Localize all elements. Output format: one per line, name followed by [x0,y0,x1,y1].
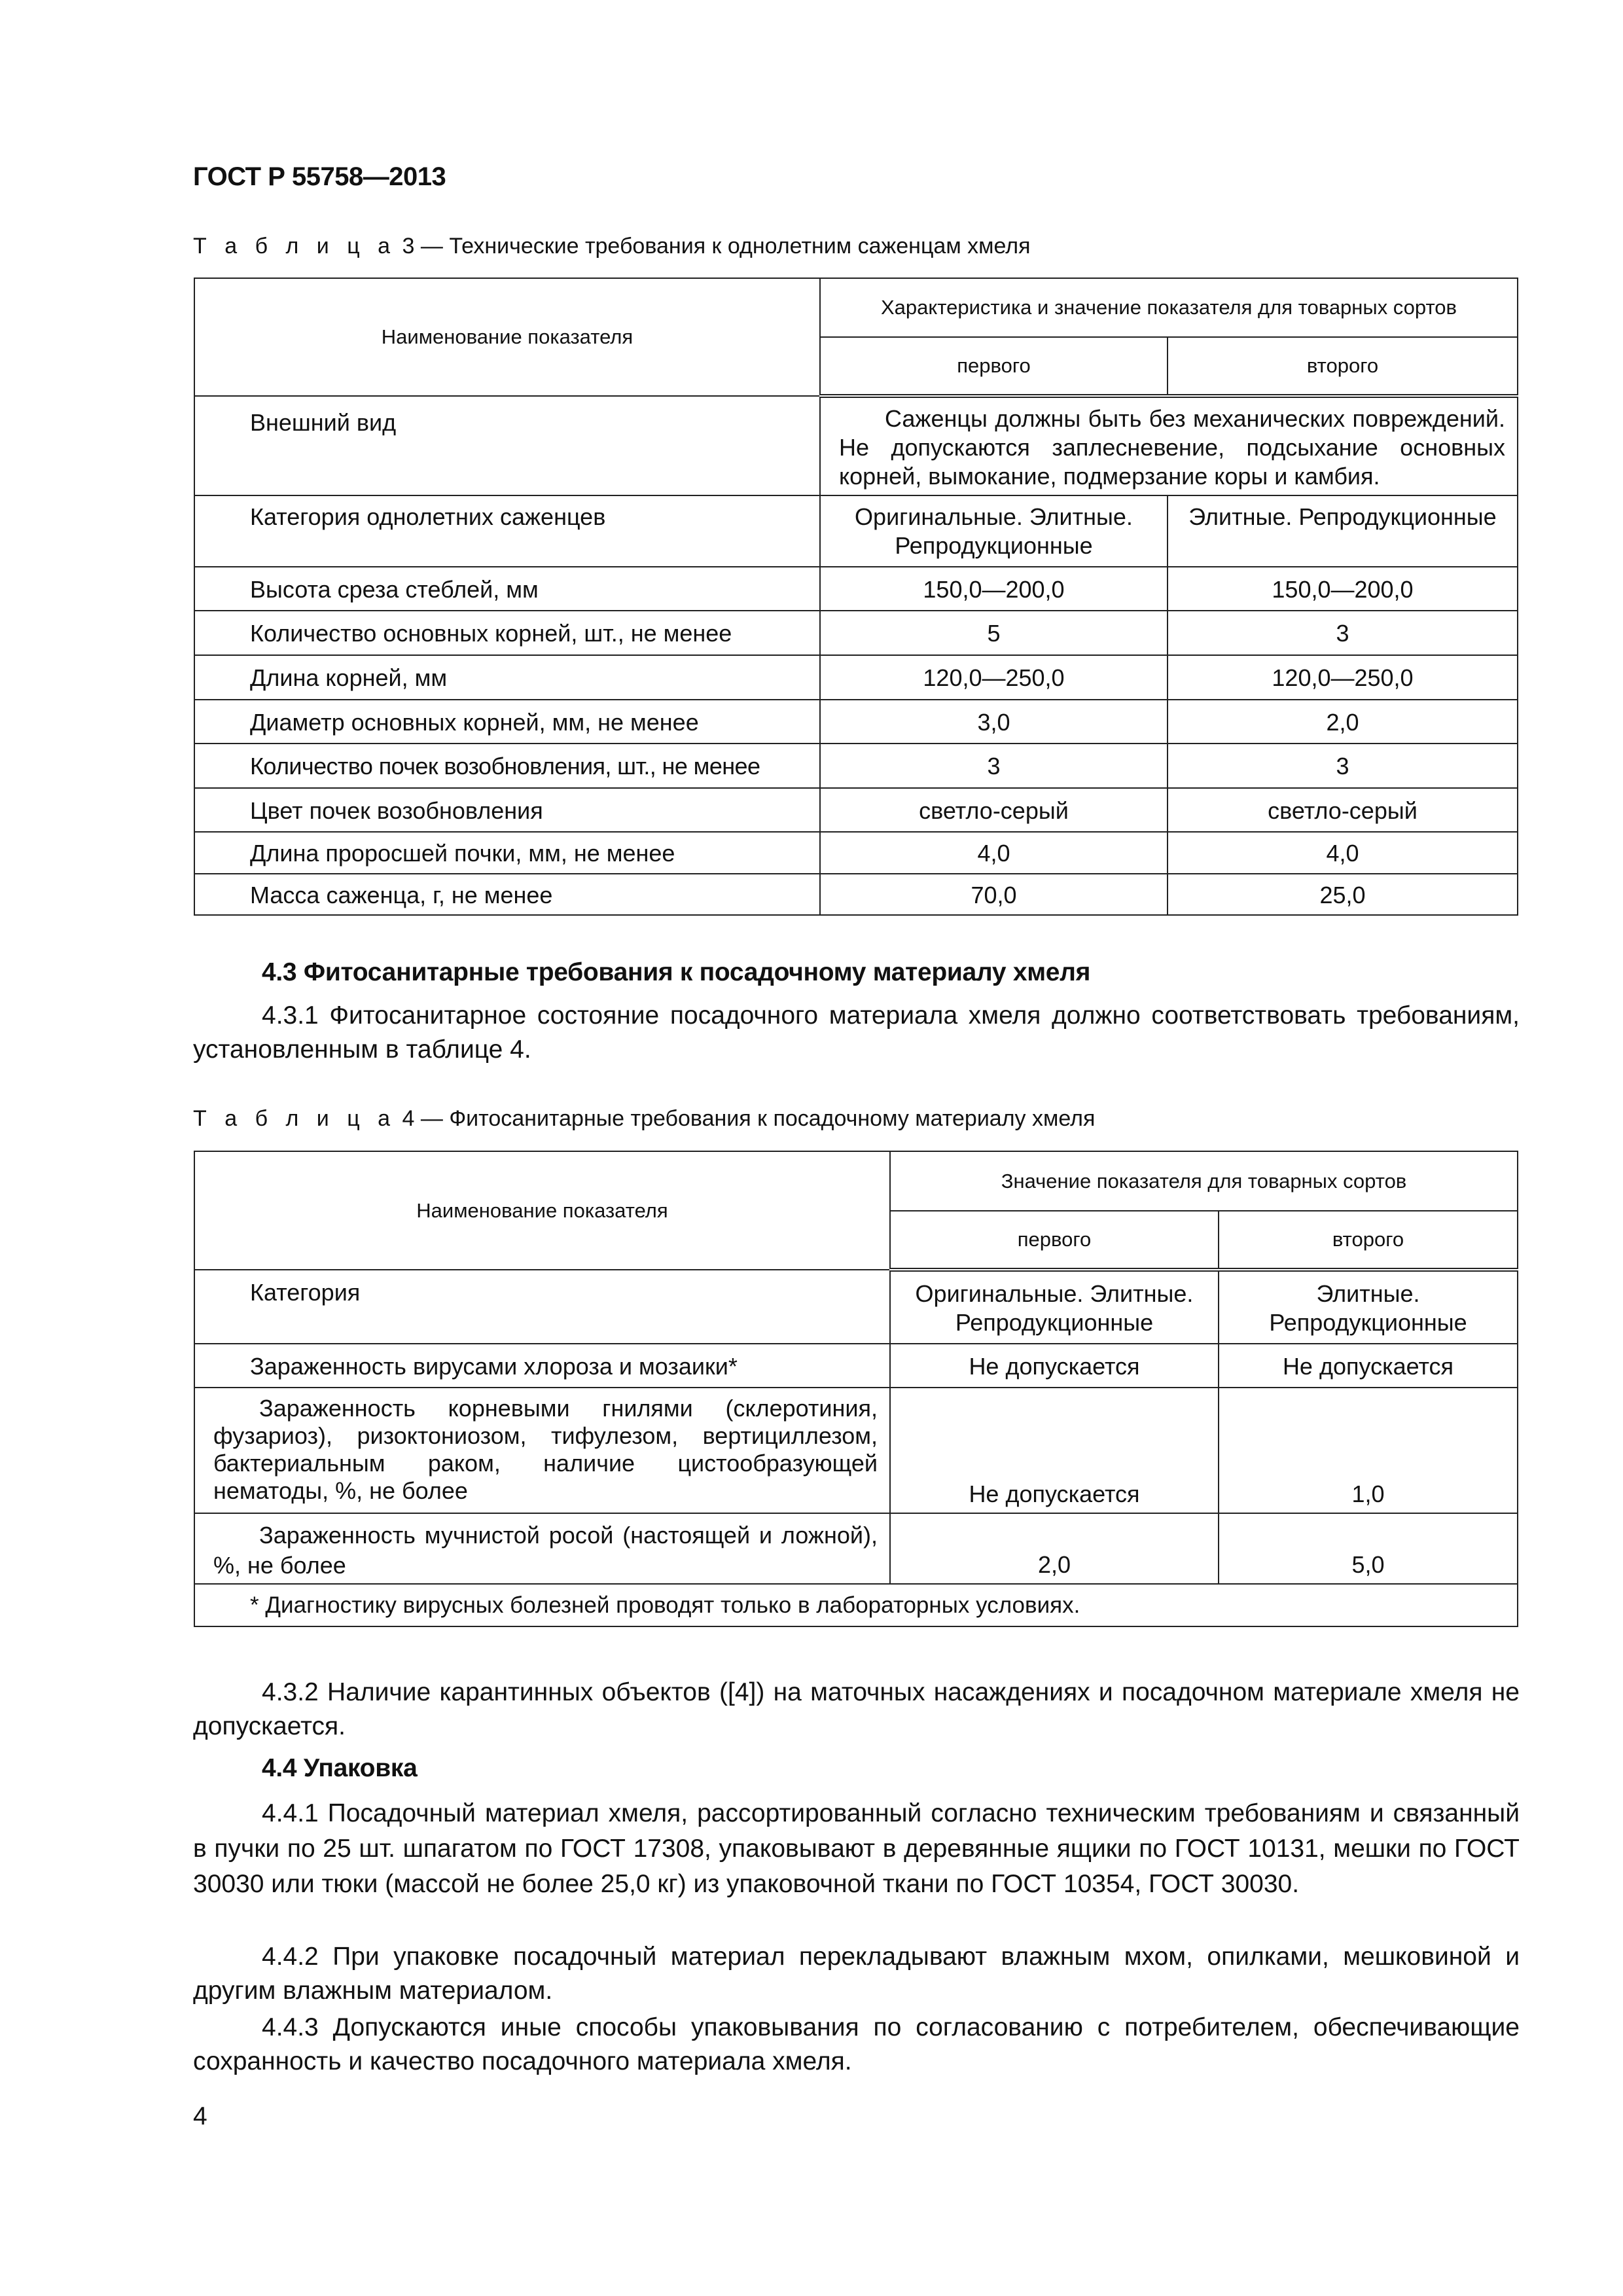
table4-caption [193,1106,1095,1132]
paragraph-4-3-2: 4.3.2 Наличие карантинных объектов ([4]) на маточных насаждениях и посадочном материале хмеля не допускается. [193,1678,1520,1740]
row-first: Оригинальные. Элитные. Репродукционные [820,495,1168,567]
row-second: 150,0—200,0 [1168,567,1518,611]
row-second: 1,0 [1219,1388,1518,1513]
row-name: Высота среза стеблей, мм [194,567,820,611]
row-first: Оригинальные. Элитные. Репродукционные [890,1270,1219,1344]
paragraph-4-4-2: 4.4.2 При упаковке посадочный материал перекладывают влажным мхом, опилками, мешковиной и другим влажным материалом. [193,1943,1520,2005]
row-first: светло-серый [820,788,1168,832]
row-value: Саженцы должны быть без механических повреждений. Не допускаются заплесневение, подсыхание основных корней, вымокание, подмерзание коры и камбия. [820,396,1518,495]
table-row [194,495,1518,567]
row-second: 2,0 [1168,700,1518,744]
table4-header-group: Значение показателя для товарных сортов [890,1151,1518,1211]
row-name: Цвет почек возобновления [194,788,820,832]
row-first: 70,0 [820,874,1168,915]
table4-caption-number: 4 [402,1106,415,1131]
table3-caption-prefix: Т а б л и ц а [193,234,397,259]
table4-header-second: второго [1219,1211,1518,1270]
table3-header-group: Характеристика и значение показателя для товарных сортов [820,278,1518,337]
row-first: 3,0 [820,700,1168,744]
row-name: Зараженность корневыми гнилями (склеротиния, фузариоз), ризоктониозом, тифулезом, вертициллезом, бактериальным раком, наличие цистообразующей нематоды, %, не более [194,1388,890,1513]
table-row [194,1513,1518,1584]
table3-header-second: второго [1168,337,1518,396]
row-second: 120,0—250,0 [1168,655,1518,700]
row-second: 25,0 [1168,874,1518,915]
table-row [194,1388,1518,1513]
row-second: 5,0 [1219,1513,1518,1584]
row-name: Внешний вид [194,396,820,495]
row-second: Не допускается [1219,1344,1518,1388]
row-name: Масса саженца, г, не менее [194,874,820,915]
table-row [194,874,1518,915]
row-name: Количество почек возобновления, шт., не менее [194,744,820,788]
table3-header-first: первого [820,337,1168,396]
paragraph-4-4-1: 4.4.1 Посадочный материал хмеля, рассортированный согласно техническим требованиям и связанный в пучки по 25 шт. шпагатом по ГОСТ 17308, упаковывают в деревянные ящики по ГОСТ 10131, мешки по ГОСТ 30030 или тюки (массой не более 25,0 кг) из упаковочной ткани по ГОСТ 10354, ГОСТ 30030. [193,1799,1520,1898]
table3-caption-number: 3 [402,234,415,259]
row-name: Категория однолетних саженцев [194,495,820,567]
table4-header-name: Наименование показателя [194,1151,890,1270]
table4-header-first: первого [890,1211,1219,1270]
table-row [194,611,1518,655]
table-row [194,832,1518,874]
table-row [194,788,1518,832]
table4-caption-prefix: Т а б л и ц а [193,1106,397,1131]
row-second: 3 [1168,611,1518,655]
row-first: 5 [820,611,1168,655]
row-first: 2,0 [890,1513,1219,1584]
row-second: Элитные. Репродукционные [1168,495,1518,567]
document-id: ГОСТ Р 55758—2013 [193,162,446,191]
row-second: 4,0 [1168,832,1518,874]
table-row [194,1270,1518,1344]
table4-caption-text: — Фитосанитарные требования к посадочному материалу хмеля [414,1106,1096,1131]
table3-header-name: Наименование показателя [194,278,820,396]
row-second: 3 [1168,744,1518,788]
table-footnote-row [194,1584,1518,1626]
row-first: Не допускается [890,1388,1219,1513]
row-second: светло-серый [1168,788,1518,832]
row-first: Не допускается [890,1344,1219,1388]
row-first: 4,0 [820,832,1168,874]
row-first: 150,0—200,0 [820,567,1168,611]
table3-caption [193,234,1031,259]
table4 [194,1151,1518,1627]
table-row [194,567,1518,611]
table3-caption-text: — Технические требования к однолетним саженцам хмеля [414,234,1031,259]
row-first: 3 [820,744,1168,788]
row-name: Диаметр основных корней, мм, не менее [194,700,820,744]
section-heading-4-3: 4.3 Фитосанитарные требования к посадочному материалу хмеля [262,958,1091,986]
table3 [194,278,1518,916]
row-name: Зараженность мучнистой росой (настоящей и ложной), %, не более [194,1513,890,1584]
table-row [194,700,1518,744]
paragraph-4-3-1: 4.3.1 Фитосанитарное состояние посадочного материала хмеля должно соответствовать требованиям, установленным в таблице 4. [193,1001,1520,1064]
row-name: Длина корней, мм [194,655,820,700]
row-first: 120,0—250,0 [820,655,1168,700]
row-name: Количество основных корней, шт., не менее [194,611,820,655]
table-row [194,655,1518,700]
section-heading-4-4: 4.4 Упаковка [262,1754,418,1782]
page-number: 4 [193,2102,207,2130]
row-name: Длина проросшей почки, мм, не менее [194,832,820,874]
row-name: Зараженность вирусами хлороза и мозаики* [194,1344,890,1388]
table-row [194,1344,1518,1388]
table-row [194,744,1518,788]
row-name: Категория [194,1270,890,1344]
table-row [194,396,1518,495]
paragraph-4-4-3: 4.4.3 Допускаются иные способы упаковывания по согласованию с потребителем, обеспечивающие сохранность и качество посадочного материала хмеля. [193,2013,1520,2075]
row-second: Элитные. Репродукционные [1219,1270,1518,1344]
table4-footnote: * Диагностику вирусных болезней проводят только в лабораторных условиях. [194,1584,1518,1626]
